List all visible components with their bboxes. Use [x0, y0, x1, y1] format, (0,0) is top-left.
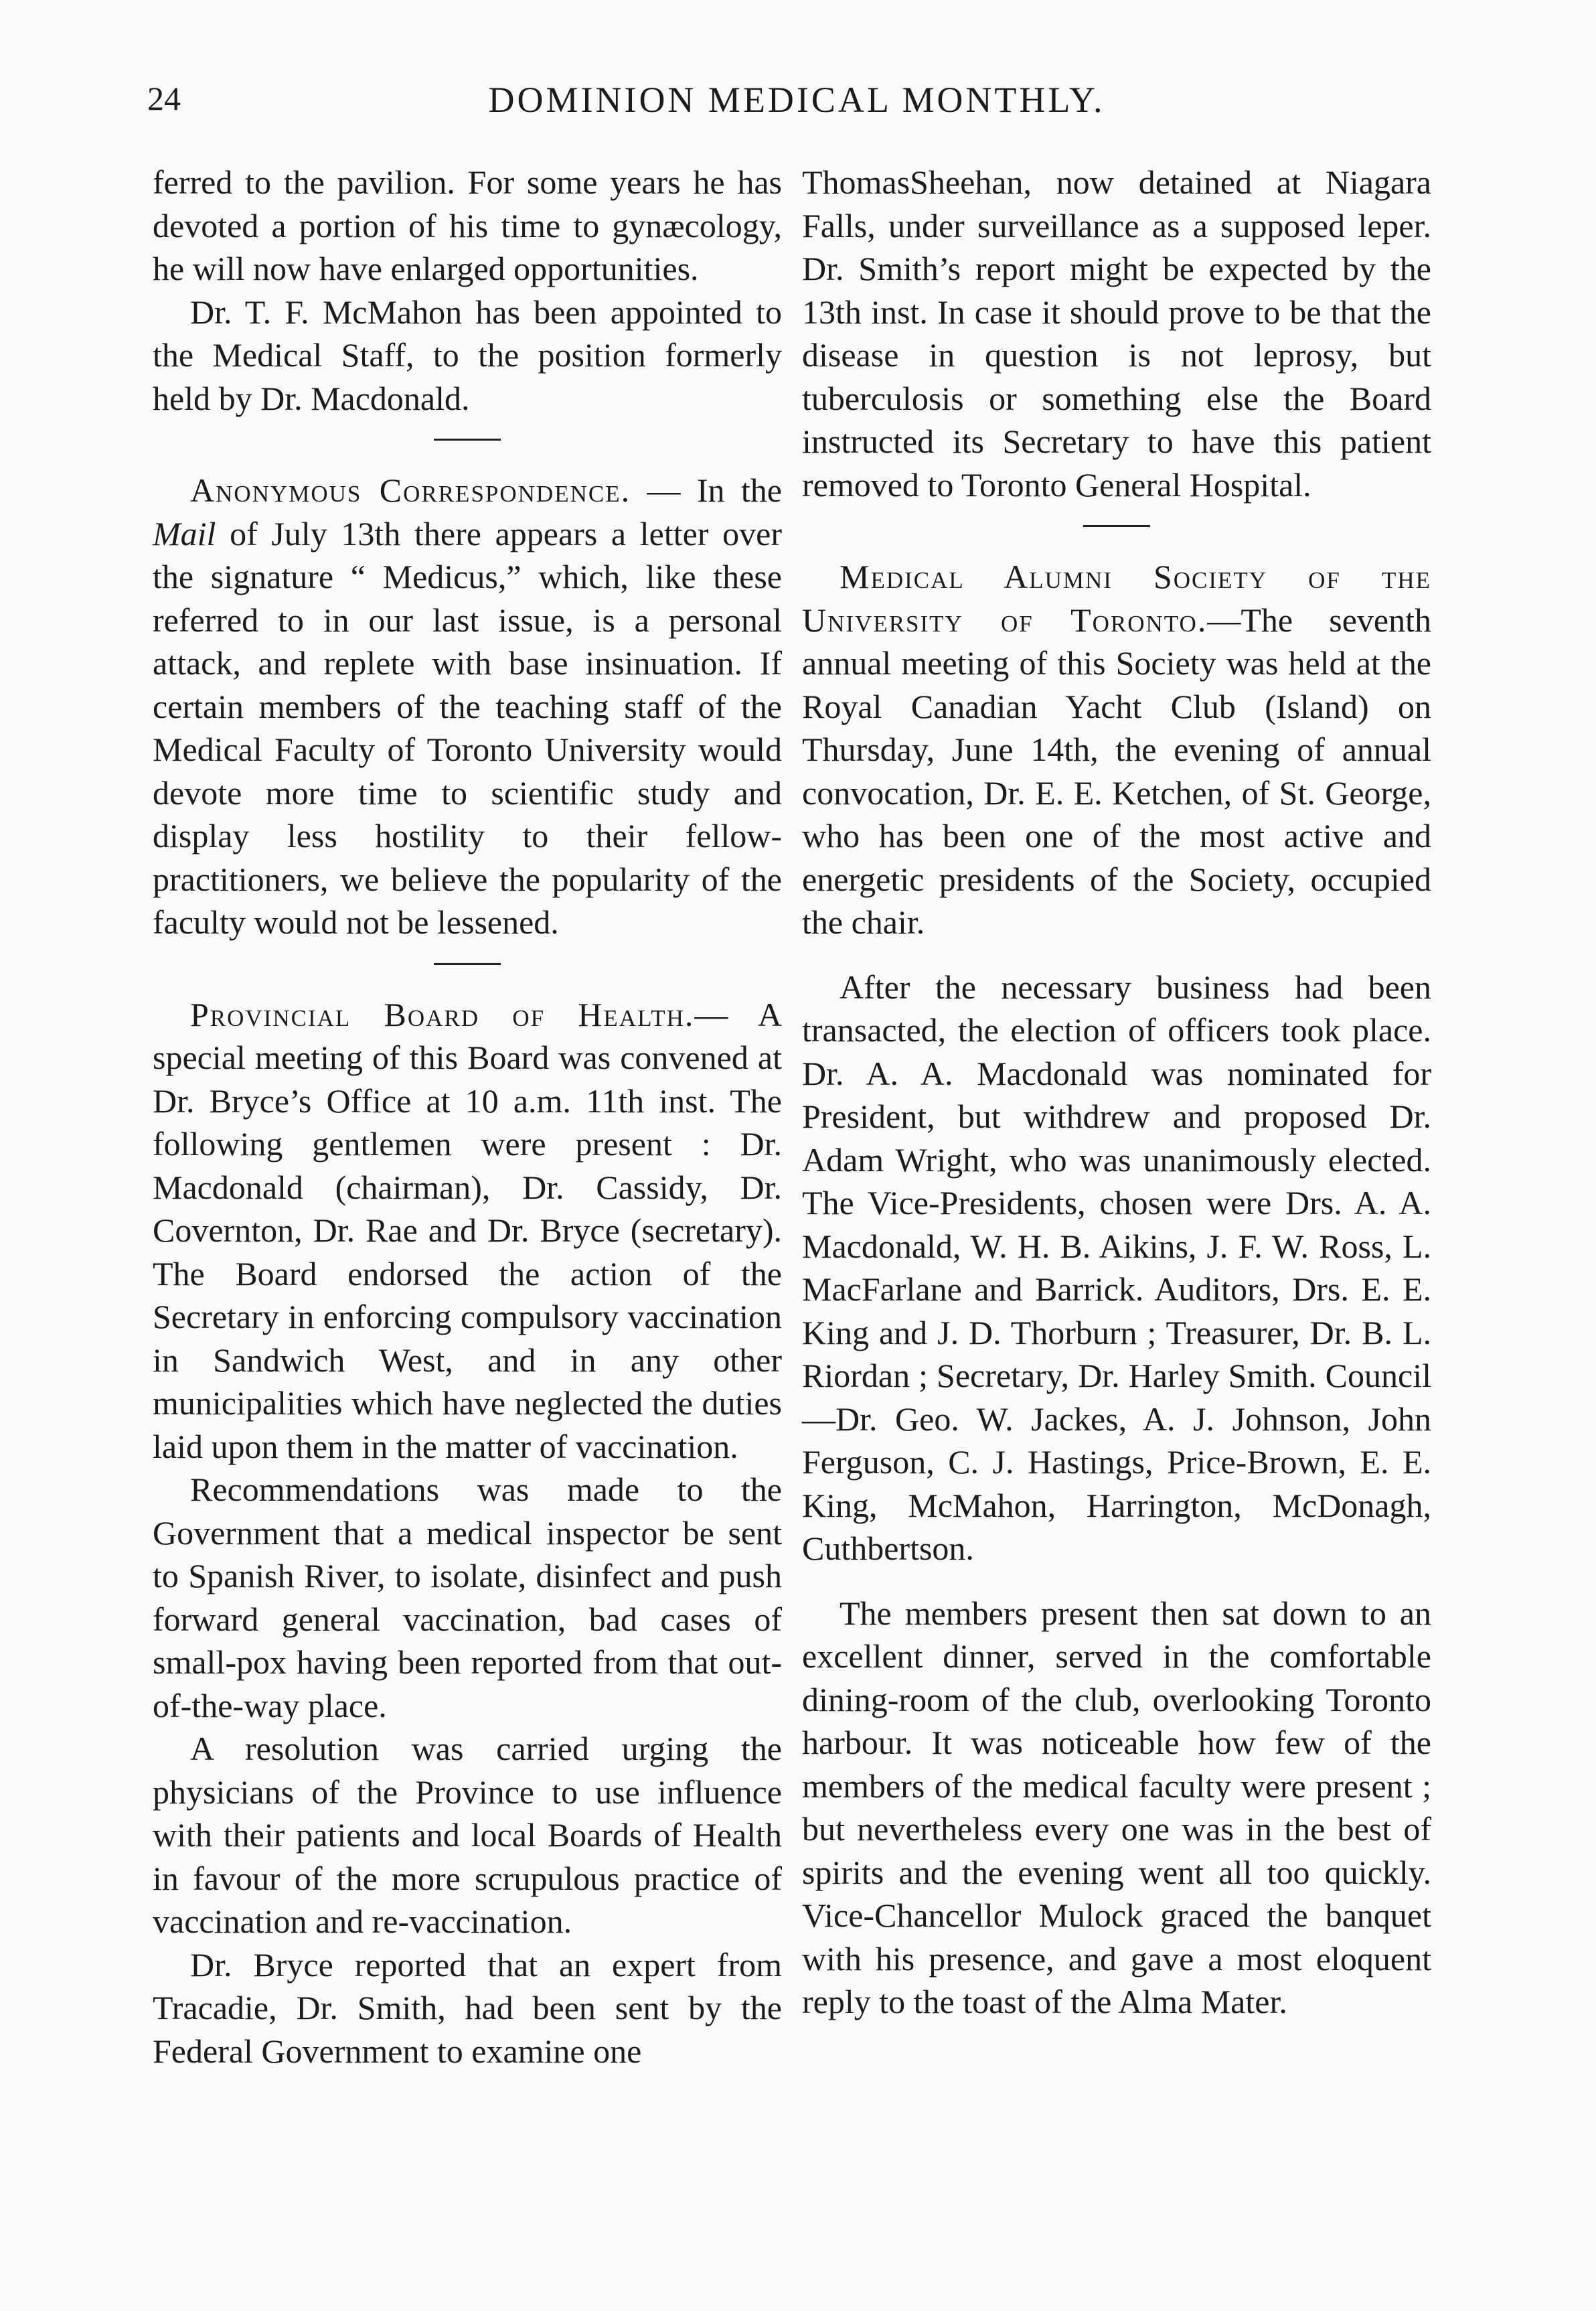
- right-column: [802, 161, 1431, 2024]
- anonymous-text-body: of July 13th there appears a letter over the signature “ Medicus,” which, like these referred to in our last issue, is a personal attack, and replete with base insinuation. If certain members of the teaching staff of the Medical Faculty of Toronto University would devote more time to scientific study and display less hostility to their fellow-practitioners, we believe the popularity of the faculty would not be lessened.: [153, 514, 782, 941]
- paragraph-recommendations: Recommendations was made to the Government that a medical inspector be sent to Spanish River, to isolate, disinfect and push forward general vaccination, bad cases of small-pox having been reported from that out-of-the-way place.: [153, 1471, 782, 1724]
- paragraph-bryce-report: Dr. Bryce reported that an expert from Tracadie, Dr. Smith, had been sent by the Federal Government to examine one: [153, 1945, 782, 2070]
- left-column: [153, 161, 782, 2073]
- paragraph-mcmahon: Dr. T. F. McMahon has been appointed to the Medical Staff, to the position formerly held by Dr. Macdonald.: [153, 293, 782, 417]
- running-title: DOMINION MEDICAL MONTHLY.: [488, 80, 1105, 120]
- page-number: 24: [147, 80, 181, 117]
- paragraph-resolution: A resolution was carried urging the physicians of the Province to use influence with their patients and local Boards of Health in favour of the more scrupulous practice of vaccination and re-vaccination.: [153, 1730, 782, 1940]
- paragraph-gap: [802, 1570, 1431, 1592]
- anonymous-text-lead: — In the: [631, 471, 782, 509]
- section-divider: [1083, 525, 1150, 527]
- paragraph-pavilion: ferred to the pavilion. For some years he has devoted a portion of his time to gynæcology, he will now have enlarged opportunities.: [153, 163, 782, 287]
- section-divider: [434, 963, 501, 965]
- running-header: [147, 79, 1446, 139]
- section-divider: [434, 439, 501, 441]
- paragraph-anonymous-correspondence: [153, 469, 782, 944]
- paragraph-dinner: The members present then sat down to an excellent dinner, served in the comfortable dining-room of the club, overlooking Toronto harbour. It was noticeable how few of the members of the medical faculty were present ; but nevertheless every one was in the best of spirits and the evening went all too quickly. Vice-Chancellor Mulock graced the banquet with his presence, and gave a most eloquent reply to the toast of the Alma Mater.: [802, 1594, 1431, 2020]
- paragraph-sheehan-continuation: ThomasSheehan, now detained at Niagara Falls, under surveillance as a supposed leper. Dr. Smith’s report might be expected by the 13th inst. In case it should prove to be that the disease in question is not leprosy, but tuberculosis or something else the Board instructed its Secretary to have this patient removed to Toronto General Hospital.: [802, 163, 1431, 504]
- paragraph-election: After the necessary business had been transacted, the election of officers took place. Dr. A. A. Macdonald was nominated for President, but withdrew and proposed Dr. Adam Wright, who was unanimously elected. The Vice-Presidents, chosen were Drs. A. A. Macdonald, W. H. B. Aikins, J. F. W. Ross, L. MacFarlane and Barrick. Auditors, Drs. E. E. King and J. D. Thorburn ; Treasurer, Dr. B. L. Riordan ; Secretary, Dr. Harley Smith. Council—Dr. Geo. W. Jackes, A. J. Johnson, John Ferguson, C. J. Hastings, Price-Brown, E. E. King, McMahon, Harrington, McDonagh, Cuthbertson.: [802, 968, 1431, 1567]
- newspaper-title: Mail: [153, 514, 216, 552]
- paragraph-alumni-society: [802, 555, 1431, 944]
- alumni-society-text: —The seventh annual meeting of this Society was held at the Royal Canadian Yacht Club (Island) on Thursday, June 14th, the evening of annual convocation, Dr. E. E. Ketchen, of St. George, who has been one of the most active and energetic presidents of the Society, occupied the chair.: [802, 601, 1432, 941]
- paragraph-gap: [802, 944, 1431, 966]
- board-of-health-text: — A special meeting of this Board was convened at Dr. Bryce’s Office at 10 a.m. 11th inst. The following gentlemen were present : Dr. Macdonald (chairman), Dr. Cassidy, Dr. Covernton, Dr. Rae and Dr. Bryce (secretary). The Board endorsed the action of the Secretary in enforcing compulsory vaccination in Sandwich West, and in any other municipalities which have neglected the duties laid upon them in the matter of vaccination.: [153, 995, 782, 1465]
- section-heading-alumni-society: Medical Alumni Society of the University of Toronto.: [802, 558, 1431, 639]
- paragraph-board-of-health: [153, 993, 782, 1469]
- section-heading-anonymous: Anonymous Correspondence.: [190, 471, 631, 509]
- section-heading-board-of-health: Provincial Board of Health.: [190, 995, 695, 1033]
